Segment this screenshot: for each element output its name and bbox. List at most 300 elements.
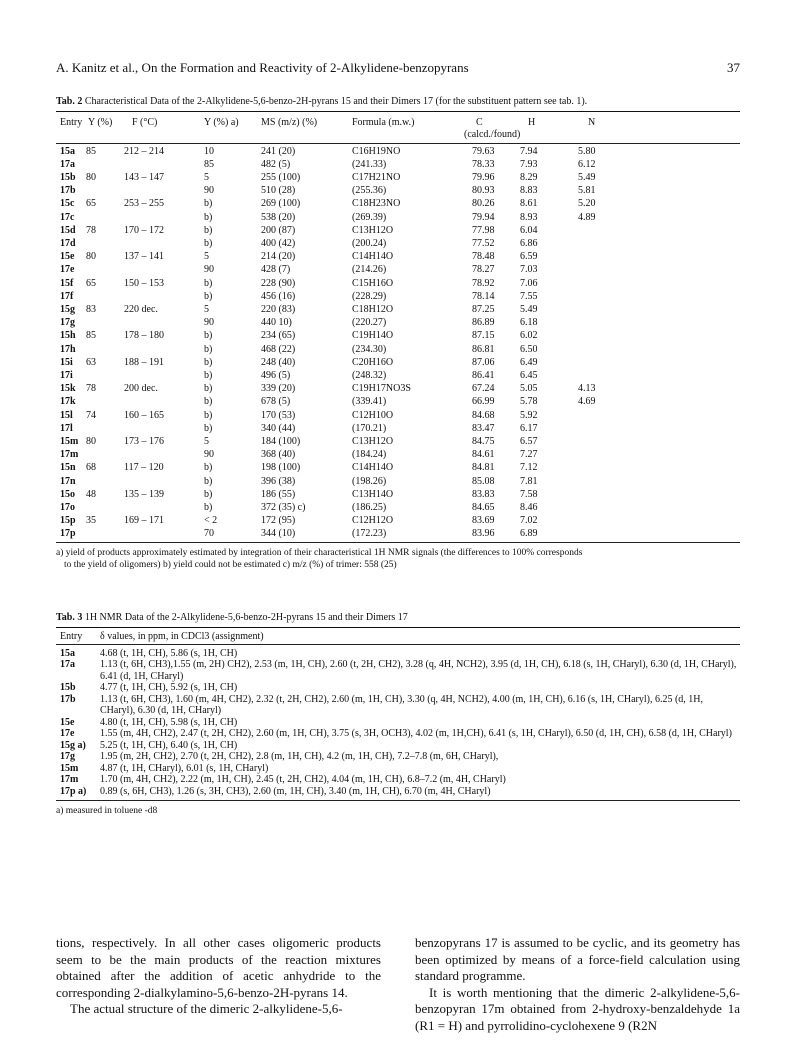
table-3-caption-text: 1H NMR Data of the 2-Alkylidene-5,6-benzo-2H-pyrans 15 and their Dimers 17: [84, 612, 408, 623]
cell-h: 7.02: [520, 515, 538, 527]
cell-entry: 15m: [60, 435, 79, 447]
cell-melting-point: 170 – 172: [124, 224, 164, 236]
cell-c: 80.26: [472, 198, 495, 210]
cell-ms: 510 (28): [261, 185, 296, 197]
cell-c: 83.83: [472, 488, 495, 500]
table-row: [56, 423, 740, 434]
cell-ms: 678 (5): [261, 396, 291, 408]
cell-entry: 15b: [60, 171, 76, 183]
cell-nmr-values: 1.95 (m, 2H, CH2), 2.70 (t, 2H, CH2), 2.8 (m, 1H, CH), 4.2 (m, 1H, CH), 7.2–7.8 (m, 6H, CHaryl),: [100, 751, 499, 762]
cell-ms: 482 (5): [261, 158, 291, 170]
cell-formula: (198.26): [352, 475, 387, 487]
cell-entry: 17a: [60, 158, 75, 170]
cell-c: 86.81: [472, 343, 495, 355]
cell-c: 66.99: [472, 396, 495, 408]
header-yield: Y (%): [88, 116, 113, 128]
cell-yield: 85: [86, 145, 96, 157]
cell-c: 78.33: [472, 158, 495, 170]
cell-c: 84.65: [472, 501, 495, 513]
cell-h: 6.50: [520, 343, 538, 355]
cell-yield-a: b): [204, 356, 213, 368]
table-row: [56, 682, 740, 694]
cell-entry: 15f: [60, 277, 74, 289]
table-2-footnote: [56, 547, 740, 572]
cell-melting-point: 220 dec.: [124, 303, 158, 315]
cell-formula: (184.24): [352, 449, 387, 461]
table-row: [56, 694, 740, 717]
cell-entry: 15d: [60, 224, 76, 236]
cell-h: 7.27: [520, 449, 538, 461]
table-3-bottom-rule: [56, 800, 740, 801]
cell-c: 77.98: [472, 224, 495, 236]
cell-h: 8.61: [520, 198, 538, 210]
cell-ms: 198 (100): [261, 462, 301, 474]
cell-c: 87.25: [472, 303, 495, 315]
cell-h: 7.12: [520, 462, 538, 474]
cell-yield-a: 90: [204, 449, 214, 461]
cell-entry: 17g: [60, 317, 75, 329]
cell-h: 5.92: [520, 409, 538, 421]
table-row: [56, 291, 740, 302]
cell-c: 86.41: [472, 369, 495, 381]
cell-yield-a: 5: [204, 171, 209, 183]
cell-h: 8.93: [520, 211, 538, 223]
body-column-left: [56, 935, 381, 1018]
table-2-caption: [56, 96, 740, 108]
cell-h: 5.05: [520, 383, 538, 395]
cell-ms: 241 (20): [261, 145, 296, 157]
table-row: [56, 212, 740, 223]
cell-entry: 17h: [60, 343, 76, 355]
table-row: [56, 659, 740, 682]
cell-entry: 15g: [60, 303, 75, 315]
cell-melting-point: 169 – 171: [124, 515, 164, 527]
cell-c: 84.61: [472, 449, 495, 461]
cell-yield-a: b): [204, 290, 213, 302]
cell-yield: 65: [86, 198, 96, 210]
cell-yield: 78: [86, 224, 96, 236]
cell-melting-point: 135 – 139: [124, 488, 164, 500]
cell-ms: 248 (40): [261, 356, 296, 368]
cell-ms: 269 (100): [261, 198, 301, 210]
cell-c: 78.14: [472, 290, 495, 302]
cell-yield-a: b): [204, 369, 213, 381]
cell-yield-a: b): [204, 501, 213, 513]
cell-h: 7.94: [520, 145, 538, 157]
cell-c: 83.47: [472, 422, 495, 434]
cell-entry: 15k: [60, 383, 76, 395]
paragraph: benzopyrans 17 is assumed to be cyclic, and its geometry has been optimized by means of a force-field calculation using standard programme.: [415, 935, 740, 983]
cell-entry: 17b: [60, 185, 76, 197]
cell-yield: 65: [86, 277, 96, 289]
cell-nmr-values: 4.80 (t, 1H, CH), 5.98 (s, 1H, CH): [100, 716, 238, 728]
table-2-top-rule: [56, 111, 740, 112]
cell-c: 79.63: [472, 145, 495, 157]
cell-yield: 48: [86, 488, 96, 500]
cell-yield: 35: [86, 515, 96, 527]
cell-melting-point: 173 – 176: [124, 435, 164, 447]
cell-formula: (234.30): [352, 343, 387, 355]
cell-formula: C12H12O: [352, 515, 394, 527]
cell-nmr-values: 4.77 (t, 1H, CH), 5.92 (s, 1H, CH): [100, 682, 238, 693]
cell-ms: 396 (38): [261, 475, 296, 487]
cell-melting-point: 200 dec.: [124, 383, 158, 395]
cell-entry: 17k: [60, 396, 76, 408]
cell-c: 77.52: [472, 237, 495, 249]
table-row: [56, 344, 740, 355]
cell-h: 8.83: [520, 185, 538, 197]
table-row: [56, 146, 740, 157]
cell-entry: 17b: [60, 693, 76, 705]
table-3-label: Tab. 3: [56, 612, 83, 623]
cell-h: 6.86: [520, 237, 538, 249]
cell-entry: 17c: [60, 211, 75, 223]
header-yield-a: Y (%) a): [204, 116, 239, 128]
table-row: [56, 763, 740, 775]
cell-melting-point: 178 – 180: [124, 330, 164, 342]
header-h: H: [528, 116, 536, 128]
table-row: [56, 502, 740, 513]
cell-formula: C14H14O: [352, 462, 394, 474]
cell-yield-a: 90: [204, 185, 214, 197]
header-n: N: [588, 116, 596, 128]
cell-ms: 220 (83): [261, 303, 296, 315]
cell-h: 6.59: [520, 251, 538, 263]
cell-formula: (214.26): [352, 264, 387, 276]
cell-ms: 372 (35) c): [261, 501, 306, 513]
cell-h: 5.78: [520, 396, 538, 408]
cell-entry: 15p: [60, 515, 76, 527]
cell-c: 83.96: [472, 528, 495, 540]
cell-melting-point: 253 – 255: [124, 198, 164, 210]
table-row: [56, 383, 740, 394]
cell-nmr-values: 1.13 (t, 6H, CH3), 1.60 (m, 4H, CH2), 2.32 (t, 2H, CH2), 2.60 (m, 1H, CH), 3.30 (q, 4H, NCH2), 4.00 (m, 1H, CH), 6.16 (s, 1H, CHaryl), 6.25 (d, 1H, CHaryl), 6.30 (d, 1H, CHaryl): [100, 693, 704, 716]
cell-formula: C16H19NO: [352, 145, 401, 157]
cell-h: 6.02: [520, 330, 538, 342]
cell-yield-a: b): [204, 330, 213, 342]
cell-h: 7.58: [520, 488, 538, 500]
cell-melting-point: 143 – 147: [124, 171, 164, 183]
cell-n: 6.12: [578, 158, 596, 170]
cell-entry: 17f: [60, 290, 74, 302]
cell-formula: C13H12O: [352, 435, 394, 447]
cell-h: 6.18: [520, 317, 538, 329]
table-2-bottom-rule: [56, 542, 740, 543]
cell-entry: 15a: [60, 145, 75, 157]
cell-h: 6.04: [520, 224, 538, 236]
cell-entry: 15l: [60, 409, 73, 421]
header-delta-values: δ values, in ppm, in CDCl3 (assignment): [100, 630, 264, 642]
table-row: [56, 185, 740, 196]
cell-formula: (220.27): [352, 317, 387, 329]
table-row: [56, 304, 740, 315]
cell-nmr-values: 0.89 (s, 6H, CH3), 1.26 (s, 3H, CH3), 2.60 (m, 1H, CH), 3.40 (m, 1H, CH), 6.70 (m, 4H, CHaryl): [100, 785, 491, 797]
cell-formula: C13H14O: [352, 488, 394, 500]
table-row: [56, 751, 740, 763]
header-calcd-found: (calcd./found): [464, 128, 521, 140]
cell-formula: C20H16O: [352, 356, 394, 368]
cell-c: 67.24: [472, 383, 495, 395]
running-head-text: A. Kanitz et al., On the Formation and Reactivity of 2-Alkylidene-benzopyrans: [56, 60, 469, 75]
cell-ms: 170 (53): [261, 409, 296, 421]
cell-entry: 17g: [60, 751, 75, 762]
cell-entry: 17l: [60, 422, 73, 434]
cell-melting-point: 188 – 191: [124, 356, 164, 368]
table-row: [56, 786, 740, 798]
cell-entry: 15e: [60, 716, 75, 728]
cell-ms: 339 (20): [261, 383, 296, 395]
table-row: [56, 449, 740, 460]
cell-formula: C15H16O: [352, 277, 394, 289]
cell-nmr-values: 1.13 (t, 6H, CH3),1.55 (m, 2H) CH2), 2.53 (m, 1H, CH), 2.60 (t, 2H, CH2), 3.28 (q, 4H, NCH2), 3.95 (d, 1H, CH), 6.18 (s, 1H, CHaryl), 6.30 (d, 1H, CHaryl), 6.41 (d, 1H, CHaryl): [100, 659, 737, 682]
paragraph: tions, respectively. In all other cases oligomeric products seem to be the main products of the reaction mixtures obtained after the addition of acetic anhydride to the corresponding 2-dialkylamino-5,6-benzo-2H-pyrans 14.: [56, 935, 381, 1000]
cell-melting-point: 212 – 214: [124, 145, 164, 157]
cell-yield: 80: [86, 171, 96, 183]
cell-entry: 17e: [60, 728, 75, 739]
cell-formula: (172.23): [352, 528, 387, 540]
cell-formula: (269.39): [352, 211, 387, 223]
cell-ms: 214 (20): [261, 251, 296, 263]
table-row: [56, 728, 740, 740]
cell-entry: 15i: [60, 356, 73, 368]
cell-h: 8.29: [520, 171, 538, 183]
table-row: [56, 515, 740, 526]
cell-h: 8.46: [520, 501, 538, 513]
cell-ms: 496 (5): [261, 369, 291, 381]
table-row: [56, 396, 740, 407]
table-row: [56, 172, 740, 183]
table-row: [56, 159, 740, 170]
cell-yield: 78: [86, 383, 96, 395]
table-row: [56, 717, 740, 729]
table-2-label: Tab. 2: [56, 96, 83, 107]
cell-yield: 85: [86, 330, 96, 342]
cell-entry: 15m: [60, 762, 79, 774]
cell-formula: C12H10O: [352, 409, 394, 421]
cell-h: 5.49: [520, 303, 538, 315]
cell-entry: 17m: [60, 449, 79, 461]
cell-n: 4.69: [578, 396, 596, 408]
table-2-body: [56, 146, 740, 542]
table-row: [56, 317, 740, 328]
cell-ms: 186 (55): [261, 488, 296, 500]
cell-formula: C17H21NO: [352, 171, 401, 183]
table-row: [56, 489, 740, 500]
table-3: [56, 612, 740, 817]
cell-formula: C19H14O: [352, 330, 394, 342]
cell-c: 84.81: [472, 462, 495, 474]
cell-yield-a: 70: [204, 528, 214, 540]
cell-yield: 74: [86, 409, 96, 421]
cell-h: 6.89: [520, 528, 538, 540]
cell-c: 87.06: [472, 356, 495, 368]
table-row: [56, 528, 740, 539]
cell-yield: 83: [86, 303, 96, 315]
cell-h: 7.93: [520, 158, 538, 170]
cell-yield-a: b): [204, 211, 213, 223]
cell-ms: 456 (16): [261, 290, 296, 302]
cell-h: 7.55: [520, 290, 538, 302]
table-row: [56, 251, 740, 262]
table-row: [56, 198, 740, 209]
cell-c: 84.75: [472, 435, 495, 447]
cell-h: 7.03: [520, 264, 538, 276]
cell-h: 7.81: [520, 475, 538, 487]
cell-entry: 17o: [60, 501, 75, 513]
cell-c: 86.89: [472, 317, 495, 329]
cell-formula: (170.21): [352, 422, 387, 434]
table-row: [56, 330, 740, 341]
cell-yield-a: b): [204, 409, 213, 421]
cell-entry: 17m: [60, 774, 79, 785]
body-column-right: [415, 935, 740, 1034]
cell-nmr-values: 4.87 (t, 1H, CHaryl), 6.01 (s, 1H, CHaryl): [100, 762, 269, 774]
cell-formula: C18H23NO: [352, 198, 401, 210]
table-2-footnote-line-2: to the yield of oligomers) b) yield could not be estimated c) m/z (%) of trimer: 558 (25): [64, 559, 397, 570]
cell-entry: 17p a): [60, 785, 87, 797]
cell-yield-a: < 2: [204, 515, 218, 527]
cell-entry: 17n: [60, 475, 76, 487]
cell-entry: 15b: [60, 682, 76, 693]
cell-nmr-values: 4.68 (t, 1H, CH), 5.86 (s, 1H, CH): [100, 647, 238, 659]
cell-ms: 428 (7): [261, 264, 291, 276]
cell-entry: 15h: [60, 330, 76, 342]
cell-melting-point: 117 – 120: [124, 462, 164, 474]
cell-melting-point: 150 – 153: [124, 277, 164, 289]
cell-nmr-values: 1.55 (m, 4H, CH2), 2.47 (t, 2H, CH2), 2.60 (m, 1H, CH), 3.75 (s, 3H, OCH3), 4.02 (m, 1H,CH), 6.41 (s, 1H, CHaryl), 6.50 (d, 1H, CH), 6.58 (d, 1H, CHaryl): [100, 728, 732, 739]
cell-h: 6.49: [520, 356, 538, 368]
cell-h: 6.17: [520, 422, 538, 434]
cell-ms: 340 (44): [261, 422, 296, 434]
paragraph: The actual structure of the dimeric 2-alkylidene-5,6-: [70, 1001, 343, 1016]
cell-yield-a: b): [204, 343, 213, 355]
cell-ms: 234 (65): [261, 330, 296, 342]
cell-n: 5.49: [578, 171, 596, 183]
cell-formula: C14H14O: [352, 251, 394, 263]
cell-c: 85.08: [472, 475, 495, 487]
cell-ms: 344 (10): [261, 528, 296, 540]
cell-ms: 255 (100): [261, 171, 301, 183]
cell-formula: C13H12O: [352, 224, 394, 236]
table-2-footnote-line-1: a) yield of products approximately estimated by integration of their characteristical 1H NMR signals (the differences to 100% corresponds: [56, 547, 583, 558]
cell-formula: (255.36): [352, 185, 387, 197]
header-melting-point: F (°C): [132, 116, 158, 128]
cell-yield-a: b): [204, 422, 213, 434]
cell-n: 4.13: [578, 383, 596, 395]
table-row: [56, 436, 740, 447]
cell-yield-a: 90: [204, 264, 214, 276]
cell-n: 5.80: [578, 145, 596, 157]
cell-formula: C18H12O: [352, 303, 394, 315]
table-3-header-rule: [56, 644, 740, 645]
cell-ms: 184 (100): [261, 435, 301, 447]
table-row: [56, 225, 740, 236]
cell-ms: 200 (87): [261, 224, 296, 236]
table-2: [56, 96, 740, 571]
cell-formula: (241.33): [352, 158, 387, 170]
header-c: C: [476, 116, 483, 128]
cell-yield-a: 5: [204, 251, 209, 263]
table-row: [56, 476, 740, 487]
cell-yield-a: b): [204, 277, 213, 289]
table-2-caption-text: Characteristical Data of the 2-Alkylidene-5,6-benzo-2H-pyrans 15 and their Dimers 17 (for the substituent pattern see tab. 1).: [84, 96, 588, 107]
cell-nmr-values: 5.25 (t, 1H, CH), 6.40 (s, 1H, CH): [100, 739, 238, 751]
cell-yield-a: 5: [204, 303, 209, 315]
cell-ms: 440 10): [261, 317, 292, 329]
cell-ms: 538 (20): [261, 211, 296, 223]
cell-melting-point: 160 – 165: [124, 409, 164, 421]
cell-formula: C19H17NO3S: [352, 383, 411, 395]
cell-yield-a: b): [204, 462, 213, 474]
cell-n: 4.89: [578, 211, 596, 223]
cell-h: 6.45: [520, 369, 538, 381]
cell-c: 83.69: [472, 515, 495, 527]
cell-yield-a: 90: [204, 317, 214, 329]
cell-entry: 15a: [60, 647, 75, 659]
cell-c: 78.27: [472, 264, 495, 276]
cell-yield-a: b): [204, 383, 213, 395]
cell-yield-a: 5: [204, 435, 209, 447]
cell-formula: (339.41): [352, 396, 387, 408]
table-row: [56, 774, 740, 786]
header-entry: Entry: [60, 116, 83, 128]
table-3-footnote: a) measured in toluene -d8: [56, 806, 158, 816]
cell-yield-a: b): [204, 475, 213, 487]
table-2-header-rule: [56, 143, 740, 144]
cell-formula: (200.24): [352, 237, 387, 249]
cell-entry: 15c: [60, 198, 75, 210]
table-row: [56, 357, 740, 368]
table-row: [56, 278, 740, 289]
cell-yield: 63: [86, 356, 96, 368]
cell-ms: 228 (90): [261, 277, 296, 289]
cell-formula: (186.25): [352, 501, 387, 513]
cell-formula: (228.29): [352, 290, 387, 302]
table-row: [56, 462, 740, 473]
cell-ms: 368 (40): [261, 449, 296, 461]
table-row: [56, 740, 740, 752]
page-number: 37: [727, 60, 740, 75]
cell-c: 87.15: [472, 330, 495, 342]
cell-yield-a: b): [204, 224, 213, 236]
cell-nmr-values: 1.70 (m, 4H, CH2), 2.22 (m, 1H, CH), 2.45 (t, 2H, CH2), 4.04 (m, 1H, CH), 6.8–7.2 (m, 4H, CHaryl): [100, 774, 506, 785]
cell-ms: 468 (22): [261, 343, 296, 355]
header-formula: Formula (m.w.): [352, 116, 415, 128]
cell-yield-a: 10: [204, 145, 214, 157]
cell-n: 5.20: [578, 198, 596, 210]
cell-entry: 17a: [60, 659, 75, 670]
table-2-header: [56, 115, 740, 143]
cell-entry: 17e: [60, 264, 75, 276]
cell-melting-point: 137 – 141: [124, 251, 164, 263]
table-3-body: [56, 648, 740, 798]
cell-ms: 172 (95): [261, 515, 296, 527]
cell-h: 7.06: [520, 277, 538, 289]
cell-h: 6.57: [520, 435, 538, 447]
cell-c: 84.68: [472, 409, 495, 421]
header-ms: MS (m/z) (%): [261, 116, 318, 128]
cell-n: 5.81: [578, 185, 596, 197]
cell-entry: 15e: [60, 251, 75, 263]
cell-c: 79.94: [472, 211, 495, 223]
cell-yield: 80: [86, 251, 96, 263]
cell-yield-a: b): [204, 237, 213, 249]
table-3-header: [56, 628, 740, 644]
cell-entry: 17p: [60, 528, 76, 540]
cell-entry: 17d: [60, 237, 76, 249]
table-row: [56, 238, 740, 249]
paragraph: It is worth mentioning that the dimeric 2-alkylidene-5,6-benzopyran 17m obtained from 2-hydroxy-benzaldehyde 1a (R1 = H) and pyrrolidino-cyclohexene 9 (R2N: [415, 984, 740, 1033]
